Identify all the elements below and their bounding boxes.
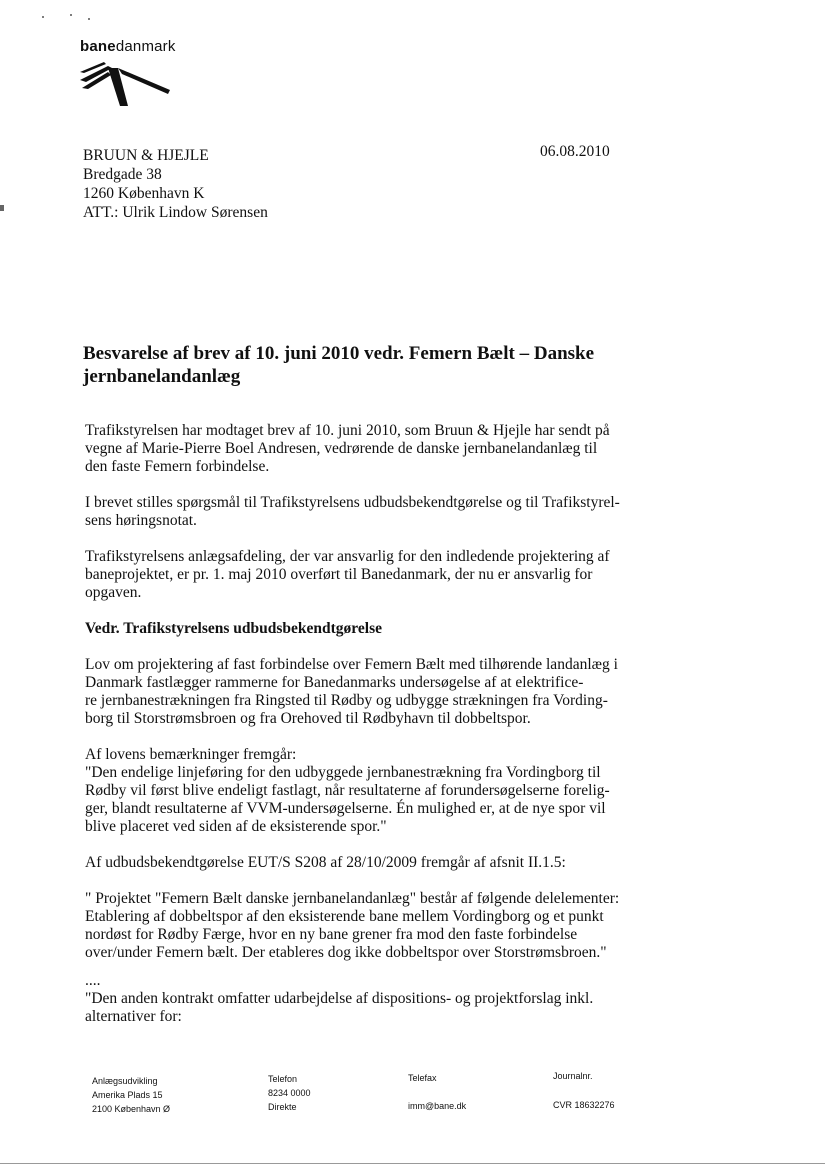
text-line: Af lovens bemærkninger fremgår: <box>85 746 297 763</box>
footer-department <box>92 1074 170 1116</box>
text-line: ger, blandt resultaterne af VVM-undersøgelserne. Én mulighed er, at de nye spor vil <box>85 800 606 817</box>
text-line: Trafikstyrelsen har modtaget brev af 10. juni 2010, som Bruun & Hjejle har sendt på <box>85 422 610 439</box>
footer-cvr: CVR 18632276 <box>553 1100 615 1110</box>
text-line: blive placeret ved siden af de eksisterende spor." <box>85 818 387 835</box>
text-line: Af udbudsbekendtgørelse EUT/S S208 af 28/10/2009 fremgår af afsnit II.1.5: <box>85 854 566 871</box>
letter-date: 06.08.2010 <box>540 143 610 160</box>
paragraph-8 <box>85 972 625 1026</box>
text-line: re jernbanestrækningen fra Ringsted til Rødby og udbygge strækningen fra Vording- <box>85 692 608 709</box>
banedanmark-logo-icon <box>78 58 178 110</box>
footer-line: Amerika Plads 15 <box>92 1090 163 1100</box>
scan-edge-mark <box>0 205 4 211</box>
footer-phone <box>268 1072 311 1114</box>
scan-speck <box>70 14 72 16</box>
text-line: Rødby vil først blive endeligt fastlagt, når resultaterne af forundersøgelserne forelig- <box>85 782 610 799</box>
text-line: over/under Femern bælt. Der etableres dog ikke dobbeltspor over Storstrømsbroen." <box>85 944 607 961</box>
footer-line: 2100 København Ø <box>92 1104 171 1114</box>
scan-speck <box>42 16 44 18</box>
paragraph-6 <box>85 854 625 872</box>
scan-speck <box>88 18 90 20</box>
recipient-line: BRUUN & HJEJLE <box>83 147 209 164</box>
text-line: vegne af Marie-Pierre Boel Andresen, vedrørende de danske jernbanelandanlæg til <box>85 440 598 457</box>
paragraph-2 <box>85 494 625 530</box>
text-line: den faste Femern forbindelse. <box>85 458 270 475</box>
recipient-address <box>83 146 268 222</box>
footer-fax-label: Telefax <box>408 1073 437 1083</box>
letter-title: Besvarelse af brev af 10. juni 2010 vedr. Femern Bælt – Danske jernbanelandanlæg <box>83 343 595 387</box>
text-line: Danmark fastlægger rammerne for Banedanmarks undersøgelse af at elektrifice- <box>85 674 584 691</box>
text-line: .... <box>85 972 101 989</box>
text-line: Trafikstyrelsens anlægsafdeling, der var ansvarlig for den indledende projektering af <box>85 548 610 565</box>
text-line: Etablering af dobbeltspor af den eksisterende bane mellem Vordingborg og et punkt <box>85 908 604 925</box>
text-line: "Den anden kontrakt omfatter udarbejdelse af dispositions- og projektforslag inkl. <box>85 990 594 1007</box>
logo-wordmark-regular: danmark <box>115 38 176 55</box>
scan-edge-line <box>0 1163 825 1164</box>
text-line: baneprojektet, er pr. 1. maj 2010 overført til Banedanmark, der nu er ansvarlig for <box>85 566 593 583</box>
paragraph-4 <box>85 656 625 728</box>
footer-line: Direkte <box>268 1102 297 1112</box>
paragraph-5 <box>85 746 625 836</box>
text-line: Lov om projektering af fast forbindelse over Femern Bælt med tilhørende landanlæg i <box>85 656 618 673</box>
footer-line: Telefon <box>268 1074 298 1084</box>
recipient-line: Bredgade 38 <box>83 166 162 183</box>
text-line: sens høringsnotat. <box>85 512 197 529</box>
footer-journal-label: Journalnr. <box>553 1071 593 1081</box>
text-line: " Projektet "Femern Bælt danske jernbanelandanlæg" består af følgende delelementer: <box>85 890 620 907</box>
letter-body <box>85 422 625 1044</box>
text-line: I brevet stilles spørgsmål til Trafikstyrelsens udbudsbekendtgørelse og til Trafikstyrel- <box>85 494 620 511</box>
logo-wordmark <box>80 38 176 55</box>
paragraph-3 <box>85 548 625 602</box>
footer-line: 8234 0000 <box>268 1088 311 1098</box>
paragraph-1 <box>85 422 625 476</box>
text-line: nordøst for Rødby Færge, hvor en ny bane grener fra mod den faste forbindelse <box>85 926 578 943</box>
recipient-line: ATT.: Ulrik Lindow Sørensen <box>83 204 268 221</box>
text-line: opgaven. <box>85 584 142 601</box>
recipient-line: 1260 København K <box>83 185 205 202</box>
text-line: borg til Storstrømsbroen og fra Orehoved til Rødbyhavn til dobbeltspor. <box>85 710 531 727</box>
footer-email[interactable]: imm@bane.dk <box>408 1101 467 1111</box>
footer-line: Anlægsudvikling <box>92 1076 158 1086</box>
paragraph-7 <box>85 890 625 962</box>
text-line: alternativer for: <box>85 1008 182 1025</box>
section-heading: Vedr. Trafikstyrelsens udbudsbekendtgørelse <box>85 620 383 637</box>
text-line: "Den endelige linjeføring for den udbyggede jernbanestrækning fra Vordingborg til <box>85 764 601 781</box>
logo-wordmark-bold: bane <box>80 38 116 55</box>
